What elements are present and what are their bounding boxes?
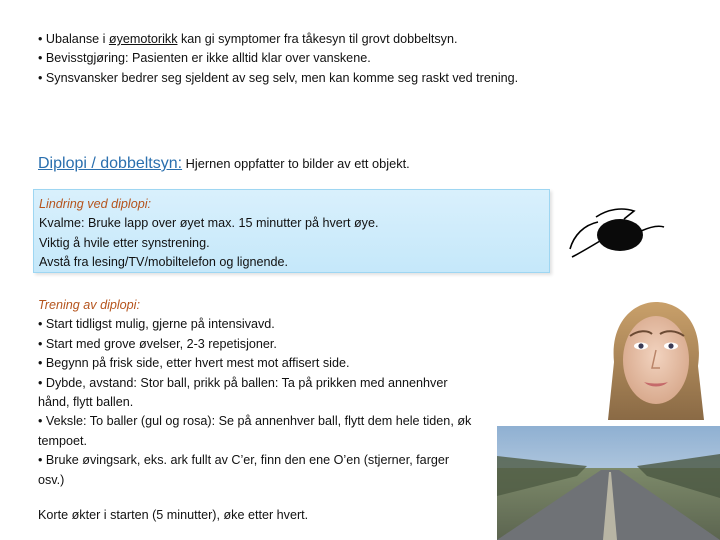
diplopi-description: Hjernen oppfatter to bilder av ett objekt. (182, 156, 410, 171)
trening-item: • Begynn på frisk side, etter hvert mest mot affisert side. (38, 356, 350, 371)
trening-section (38, 296, 474, 490)
lindring-heading: Lindring ved diplopi: (39, 197, 152, 211)
eyepatch-icon (566, 205, 666, 265)
trening-heading: Trening av diplopi: (38, 298, 140, 312)
diplopi-term: Diplopi / dobbeltsyn: (38, 155, 183, 172)
intro-bullets (38, 30, 538, 88)
diplopi-definition (38, 155, 558, 173)
closing-note: Korte økter i starten (5 minutter), øke etter hvert. (38, 508, 309, 522)
intro-bullet-recovery: • Synsvansker bedrer seg sjeldent av seg selv, men kan komme seg raskt ved trening. (38, 70, 519, 85)
lindring-callout-box (33, 189, 550, 273)
trening-item: • Dybde, avstand: Stor ball, prikk på ballen: Ta på prikken med annenhver hånd, flytt ballen. (38, 375, 448, 410)
trening-item: • Bruke øvingsark, eks. ark fullt av C’er, finn den ene O’en (stjerner, farger osv.) (38, 453, 450, 487)
intro-bullet-eye-motor: • Ubalanse i øyemotorikk kan gi symptomer fra tåkesyn til grovt dobbeltsyn. (38, 32, 458, 46)
lindring-line: Avstå fra lesing/TV/mobiltelefon og lignende. (39, 255, 288, 270)
trening-item: • Start tidligst mulig, gjerne på intensivavd. (38, 317, 275, 332)
trening-item: • Start med grove øvelser, 2-3 repetisjoner. (38, 336, 277, 351)
face-illustration (604, 302, 708, 420)
intro-bullet-awareness: • Bevisstgjøring: Pasienten er ikke alltid klar over vanskene. (38, 51, 371, 66)
oyemotorikk-term: øyemotorikk (108, 32, 178, 46)
blurred-road-photo (497, 426, 720, 540)
trening-item: • Veksle: To baller (gul og rosa): Se på annenhver ball, flytt dem hele tiden, øk tempoet. (38, 414, 472, 448)
lindring-line: Kvalme: Bruke lapp over øyet max. 15 minutter på hvert øye. (39, 216, 379, 231)
lindring-line: Viktig å hvile etter synstrening. (39, 235, 210, 250)
